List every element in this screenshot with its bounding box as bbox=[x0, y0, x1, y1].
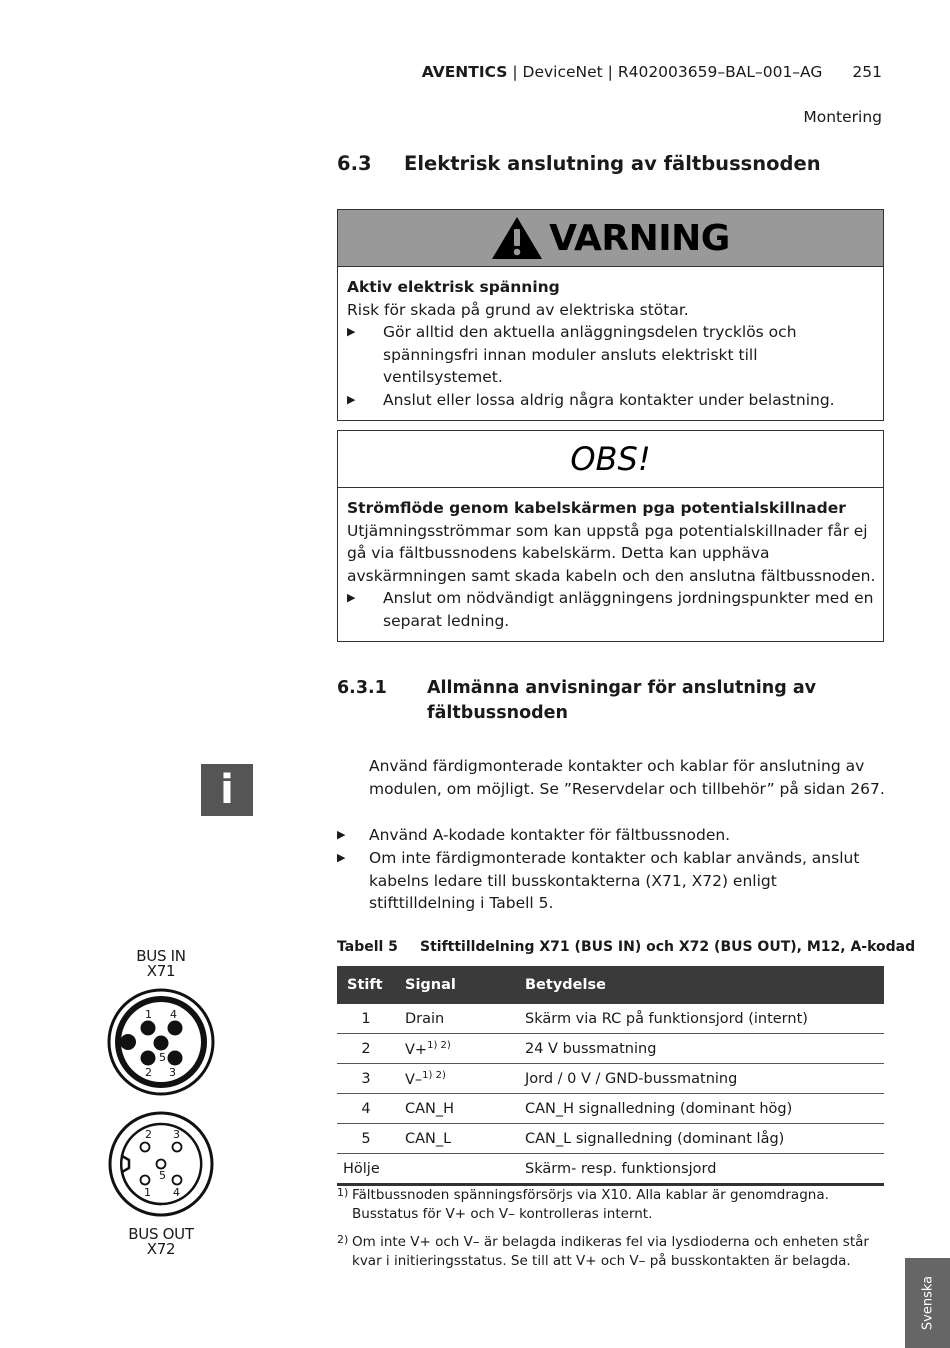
warning-header bbox=[338, 210, 883, 267]
svg-text:4: 4 bbox=[173, 1186, 180, 1199]
footnote-ref: 1) 2) bbox=[427, 1039, 451, 1051]
bus-in-label: BUS IN X71 bbox=[136, 947, 186, 980]
warning-box bbox=[337, 209, 884, 421]
document-id: | DeviceNet | R402003659–BAL–001–AG bbox=[507, 63, 823, 81]
footnote-mark: 2) bbox=[337, 1233, 349, 1246]
warning-title: VARNING bbox=[549, 217, 730, 259]
bullet-arrow-icon: ▶ bbox=[347, 325, 356, 339]
section-title: Elektrisk anslutning av fältbussnoden bbox=[404, 152, 821, 175]
notice-heading: Strömflöde genom kabelskärmen pga potentialskillnader bbox=[347, 499, 846, 517]
notice-title: OBS! bbox=[570, 440, 651, 478]
info-text: Använd färdigmonterade kontakter och kablar för anslutning av modulen, om möjligt. Se ”Reservdelar och tillbehör” på sidan 267. bbox=[369, 757, 885, 798]
list-item: ▶ Anslut om nödvändigt anläggningens jordningspunkter med en separat ledning. bbox=[347, 589, 874, 630]
warning-heading: Aktiv elektrisk spänning bbox=[347, 278, 560, 296]
bullet-arrow-icon: ▶ bbox=[337, 828, 346, 841]
table-row: Hölje Skärm- resp. funktionsjord bbox=[337, 1154, 884, 1185]
svg-text:5: 5 bbox=[159, 1169, 166, 1182]
bus-out-connector-icon bbox=[107, 1110, 215, 1218]
subsection-title: Allmänna anvisningar för anslutning av fältbussnoden bbox=[427, 678, 817, 723]
table-label: Tabell 5 bbox=[337, 939, 398, 955]
footnote bbox=[337, 1186, 882, 1224]
table-row: 4 CAN_H CAN_H signalledning (dominant hög) bbox=[337, 1094, 884, 1124]
table-row: 3 V–$^{1) 2)}$ Jord / 0 V / GND-bussmatning bbox=[337, 1064, 884, 1094]
list-item: ▶ Om inte färdigmonterade kontakter och kablar används, anslut kabelns ledare till busskontakterna (X71, X72) enligt stifttilldelning i Tabell 5. bbox=[337, 848, 860, 913]
bus-in-connector-icon bbox=[107, 988, 215, 1096]
subsection-number: 6.3.1 bbox=[337, 678, 387, 698]
svg-text:3: 3 bbox=[169, 1066, 176, 1079]
svg-text:1: 1 bbox=[144, 1186, 151, 1199]
table-row: 5 CAN_L CAN_L signalledning (dominant låg) bbox=[337, 1124, 884, 1154]
list-item: ▶ Gör alltid den aktuella anläggningsdelen trycklös och spänningsfri innan moduler ansluts elektriskt till ventilsystemet. bbox=[347, 323, 797, 387]
list-item: ▶ Använd A-kodade kontakter för fältbussnoden. bbox=[337, 824, 887, 847]
notice-box bbox=[337, 430, 884, 642]
bullet-arrow-icon: ▶ bbox=[347, 392, 356, 406]
bullet-arrow-icon: ▶ bbox=[347, 591, 356, 605]
table-caption bbox=[337, 939, 915, 955]
section-heading bbox=[337, 152, 821, 175]
column-header: Stift bbox=[337, 966, 395, 1004]
section-number: 6.3 bbox=[337, 152, 372, 175]
notice-body bbox=[338, 488, 883, 641]
table-title: Stifttilldelning X71 (BUS IN) och X72 (BUS OUT), M12, A-kodad bbox=[420, 939, 916, 955]
pin-table bbox=[337, 966, 884, 1186]
svg-text:2: 2 bbox=[145, 1128, 152, 1141]
footnote bbox=[337, 1233, 882, 1271]
footnote-mark: 1) bbox=[337, 1186, 349, 1199]
language-tab-label: Svenska bbox=[920, 1275, 935, 1331]
svg-text:2: 2 bbox=[145, 1066, 152, 1079]
footnote-ref: 1) 2) bbox=[422, 1069, 446, 1081]
brand-name: AVENTICS bbox=[421, 63, 508, 81]
list-item: ▶ Anslut eller lossa aldrig några kontakter under belastning. bbox=[347, 389, 877, 412]
column-header: Signal bbox=[395, 966, 515, 1004]
table-row: 2 V+$^{1) 2)}$ 24 V bussmatning bbox=[337, 1034, 884, 1064]
warning-body bbox=[338, 267, 883, 420]
section-label: Montering bbox=[803, 108, 882, 126]
notice-text: Utjämningsströmmar som kan uppstå pga potentialskillnader får ej gå via fältbussnodens kabelskärm. Detta kan upphäva avskärmningen samt skada kabeln och den anslutna fältbussnoden. bbox=[347, 521, 876, 585]
language-tab bbox=[905, 1258, 950, 1348]
svg-text:4: 4 bbox=[170, 1008, 177, 1021]
notice-header bbox=[338, 431, 883, 488]
svg-text:3: 3 bbox=[173, 1128, 180, 1141]
info-icon: i bbox=[201, 764, 253, 816]
page-header bbox=[422, 63, 882, 81]
instruction-list bbox=[337, 824, 887, 915]
page-number: 251 bbox=[852, 63, 882, 81]
svg-text:1: 1 bbox=[145, 1008, 152, 1021]
bus-out-label: BUS OUT X72 bbox=[128, 1225, 194, 1258]
footnote-text: Fältbussnoden spänningsförsörjs via X10. Alla kablar är genomdragna. Busstatus för V+ och V– kontrolleras internt. bbox=[352, 1187, 829, 1222]
bullet-arrow-icon: ▶ bbox=[337, 850, 346, 864]
table-header-row bbox=[337, 966, 884, 1004]
warning-text: Risk för skada på grund av elektriska stötar. bbox=[347, 300, 689, 319]
column-header: Betydelse bbox=[515, 966, 884, 1004]
subsection-heading bbox=[337, 676, 817, 726]
warning-triangle-icon bbox=[491, 216, 543, 260]
footnote-text: Om inte V+ och V– är belagda indikeras fel via lysdioderna och enheten står kvar i initieringsstatus. Se till att V+ och V– på busskontakten är belagda. bbox=[352, 1234, 869, 1269]
svg-text:5: 5 bbox=[159, 1051, 166, 1064]
table-row: 1 Drain Skärm via RC på funktionsjord (internt) bbox=[337, 1004, 884, 1034]
